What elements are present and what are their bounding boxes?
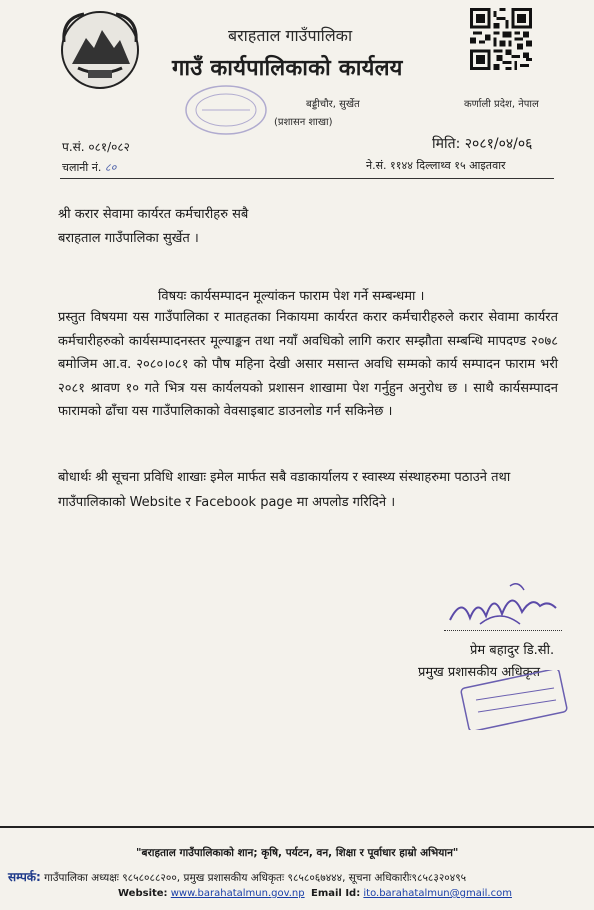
handwritten-signature-icon bbox=[440, 578, 560, 638]
website-label: Website: bbox=[118, 888, 168, 899]
footer-contact bbox=[8, 868, 466, 885]
website-link[interactable]: www.barahatalmun.gov.np bbox=[170, 888, 305, 899]
footer-web bbox=[118, 888, 512, 899]
branch-name: (प्रशासन शाखा) bbox=[274, 117, 333, 128]
dispatch-number bbox=[62, 160, 116, 175]
letter-body: प्रस्तुत विषयमा यस गाउँपालिका र मातहतका निकायमा कार्यरत करार कर्मचारीहरुले करार सेवामा कार्यरत कर्मचारीहरुको कार्यसम्पादनस्तर मूल्याङ्कन तथा नयाँ अवधिको लागि करार सम्झौता सम्बन्धि मापदण्ड २०७८ बमोजिम आ.व. २०८०।०८१ को पौष महिना देखी असार मसान्त अवधि सम्मको कार्य सम्पादन फाराम भरी २०८१ श्रावण १० गते भित्र यस कार्यलयको प्रशासन शाखामा पेश गर्नुहुन अनुरोध छ । साथै कार्यसम्पादन फारामको ढाँचा यस गाउँपालिकाको वेवसाइबाट डाउनलोड गर्न सकिनेछ । bbox=[58, 310, 558, 419]
nepal-sambat-date: ने.सं. ११४४ दिल्लाथ्व १५ आइतवार bbox=[366, 159, 506, 172]
email-link[interactable]: ito.barahatalmun@gmail.com bbox=[363, 888, 512, 899]
letter-date: मिति: २०८१/०४/०६ bbox=[432, 136, 533, 152]
signatory-name: प्रेम बहादुर डि.सी. bbox=[470, 643, 555, 658]
addressee-line-2: बराहताल गाउँपालिका सुर्खेत । bbox=[58, 231, 199, 246]
official-stamp-icon bbox=[458, 670, 570, 730]
cc-note: बोधार्थः श्री सूचना प्रविधि शाखाः इमेल मार्फत सबै वडाकार्यालय र स्वास्थ्य संस्थाहरुमा पठाउने तथा गाउँपालिकाको Website र Facebook page मा अपलोड गरिदिने । bbox=[58, 470, 511, 510]
footer-slogan: "बराहताल गाउँपालिकाको शान; कृषि, पर्यटन, वन, शिक्षा र पूर्वाधार हाम्रो अभियान" bbox=[136, 847, 459, 859]
dispatch-label: चलानी नं. bbox=[62, 161, 102, 174]
header-divider bbox=[60, 178, 554, 179]
signatory-title: प्रमुख प्रशासकीय अधिकृत bbox=[418, 665, 541, 680]
office-name: गाउँ कार्यपालिकाको कार्यलय bbox=[172, 56, 403, 81]
contact-numbers: गाउँपालिका अध्यक्षः ९८५८०८८२००, प्रमुख प्रशासकीय अधिकृतः ९८५८०६७४४४, सूचना अधिकारीः९८५८३२०४९५ bbox=[44, 872, 467, 884]
reference-number: प.सं. ०८१/०८२ bbox=[62, 140, 130, 154]
municipality-name: बराहताल गाउँपालिका bbox=[228, 26, 353, 45]
email-label: Email Id: bbox=[310, 888, 361, 899]
nepal-emblem-icon bbox=[58, 8, 142, 92]
dispatch-value: ८० bbox=[104, 161, 117, 174]
addressee-line-1: श्री करार सेवामा कार्यरत कर्मचारीहरु सबै bbox=[58, 207, 249, 222]
office-address: बड्डीचौर, सुर्खेत bbox=[306, 99, 360, 110]
office-stamp-icon bbox=[182, 80, 270, 138]
footer-divider bbox=[0, 826, 594, 828]
letter-subject: विषयः कार्यसम्पादन मूल्यांकन फाराम पेश गर्ने सम्बन्धमा । bbox=[158, 289, 425, 304]
contact-label: सम्पर्क: bbox=[8, 870, 41, 884]
qr-code-icon bbox=[470, 8, 532, 70]
signature-line bbox=[444, 630, 562, 631]
province-name: कर्णाली प्रदेश, नेपाल bbox=[464, 99, 539, 110]
